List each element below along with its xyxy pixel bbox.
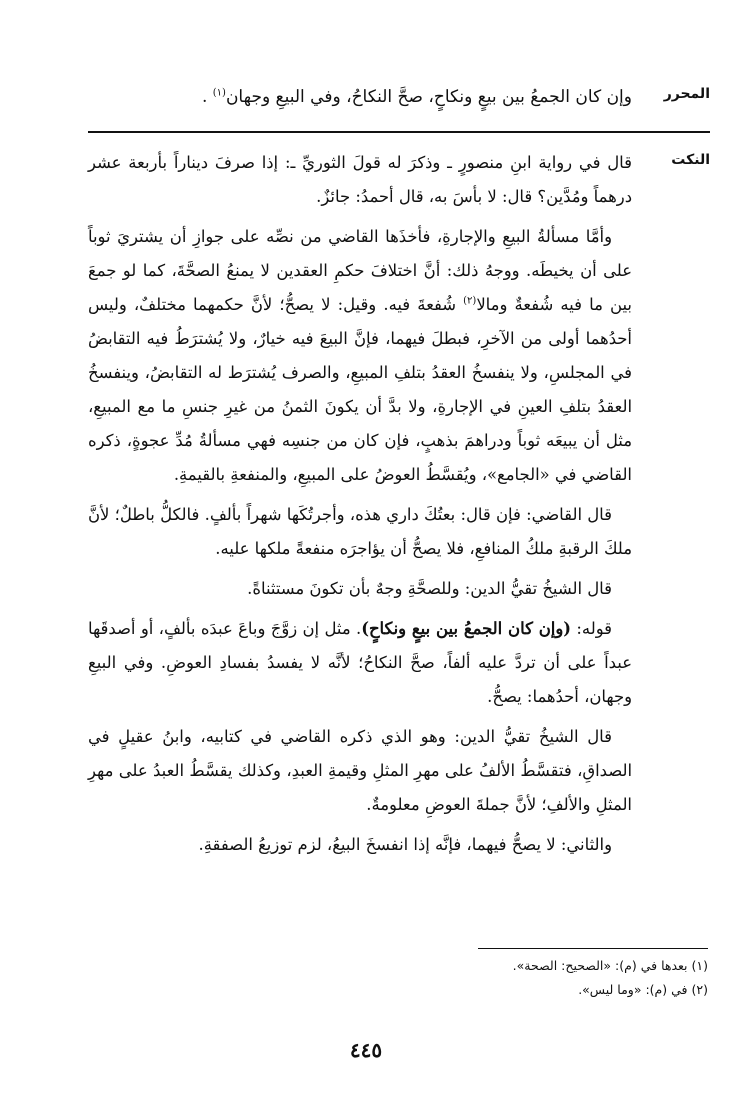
paragraph-2 [88,220,632,492]
page-number: ٤٤٥ [349,1038,383,1062]
paragraph-3: قال القاضي: فإن قال: بعتُكَ داري هذه، وأجرتُكَها شهراً بألفٍ. فالكلُّ باطلٌ؛ لأنَّ ملكَ الرقبةِ ملكُ المنافعِ، فلا يصحُّ أن يؤاجرَه منفعةً ملكها عليه. [88,505,632,558]
footnote-marker-1[interactable]: (١) [212,87,226,99]
footnote-marker-2[interactable]: (٢) [463,295,477,307]
footnotes [300,954,708,1002]
nukat-label: النكت [671,152,710,168]
paragraph-5 [88,612,632,714]
quote-lead: قوله: [571,619,613,638]
paragraph-2-part-b: شُفعةَ فيه. وقيل: لا يصحُّ؛ لأنَّ حكمهما مختلفٌ، وليس أحدُهما أولى من الآخرِ، فبطلَ فيهما، فإنَّ البيعَ فيه خيارٌ، ولا يُشترَطُ فيه التقابضُ في المجلسِ، ولا ينفسخُ العقدُ بتلفِ المبيعِ، والصرف يُشترَط له التقابضُ، وينفسخُ العقدُ بتلفِ العينِ في الإجارةِ، ولا بدَّ أن يكونَ الثمنُ من غيرِ جنسِ ما مع المبيعِ، مثل أن يبيعَه ثوباً ودراهمَ بذهبٍ، فإن كان من جنسِه فهي مسألةُ مُدِّ عجوةٍ، ذكره القاضي في «الجامع»، ويُقسَّطُ العوضُ على المبيعِ، والمنفعةِ بالقيمةِ. [88,295,632,484]
paragraph-2-part-a: وأمَّا مسألةُ البيعِ والإجارةِ، فأخذَها القاضي من نصِّه على جوازِ أن يشتريَ ثوباً على أن يخيطَه. ووجهُ ذلك: أنَّ اختلافَ حكمِ العقدين لا يمنعُ الصحَّةَ، كما لو جمعَ بين ما فيه شُفعةٌ ومالا [88,227,632,314]
paragraph-6: قال الشيخُ تقيُّ الدين: وهو الذي ذكره القاضي في كتابيه، وابنُ عقيلٍ في الصداقِ، فتقسَّطُ الألفُ على مهرِ المثلِ وقيمةِ العبدِ، وكذلك يقسَّطُ العبدُ على مهرِ المثلِ والألفِ؛ لأنَّ جملةَ العوضِ معلومةٌ. [88,727,632,814]
nukat-text [88,146,632,862]
mohrar-end: . [201,87,213,107]
paragraph-7: والثاني: لا يصحُّ فيهما، فإنَّه إذا انفسخَ البيعُ، لزم توزيعُ الصفقةِ. [198,835,612,854]
mohrar-text [88,80,632,114]
mohrar-body: وإن كان الجمعُ بين بيعٍ ونكاحٍ، صحَّ النكاحُ، وفي البيعِ وجهان [225,87,632,107]
quoted-text: (وإن كان الجمعُ بين بيعٍ ونكاحٍ) [361,619,572,638]
mohrar-label: المحرر [663,86,710,102]
paragraph-4: قال الشيخُ تقيُّ الدين: وللصحَّةِ وجهٌ بأن تكونَ مستثناةً. [247,579,612,598]
paragraph-5-rest: . مثل إن زوَّجَ وباعَ عبدَه بألفٍ، أو أصدقَها عبداً على أن تردَّ عليه ألفاً، صحَّ النكاحُ؛ لأنَّه لا يفسدُ بفسادِ العوضِ. وفي البيعِ وجهان، أحدُهما: يصحُّ. [88,619,632,706]
section-divider [88,131,710,133]
paragraph-1: قال في رواية ابنِ منصورٍ ـ وذكرَ له قولَ الثوريِّ ـ: إذا صرفَ ديناراً بأربعة عشر درهماً ومُدَّين؟ قال: لا بأسَ به، قال أحمدُ: جائزٌ. [88,153,632,206]
footnote-divider [478,948,708,949]
footnote-2: (٢) في (م): «وما ليس». [578,982,708,997]
footnote-1: (١) بعدها في (م): «الصحيح: الصحة». [512,958,708,973]
